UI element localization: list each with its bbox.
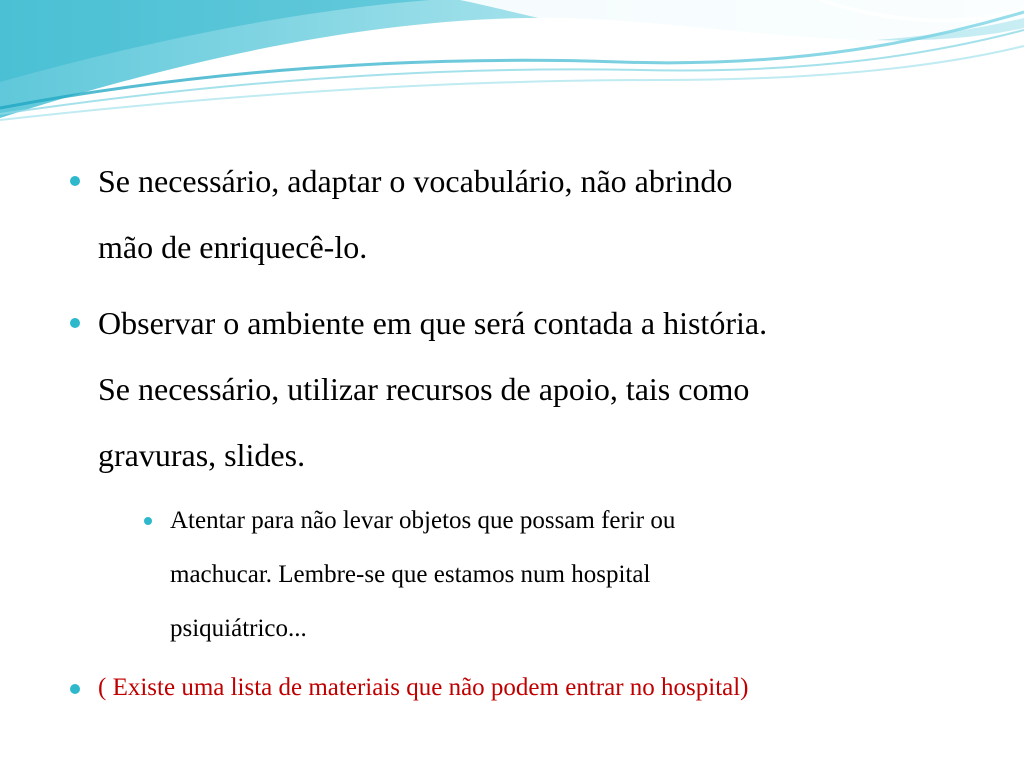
bullet-dot-icon <box>70 684 80 694</box>
bullet-dot-icon <box>144 517 152 525</box>
bullet-text-line: machucar. Lembre-se que estamos num hospital <box>170 561 651 588</box>
bullet-text-line: Atentar para não levar objetos que possam ferir ou <box>170 507 676 534</box>
bullet-text-line: mão de enriquecê-lo. <box>98 229 368 265</box>
bullet-dot-icon <box>70 176 80 186</box>
bullet-text-line: Observar o ambiente em que será contada a história. <box>98 305 768 341</box>
bullet-text-line: gravuras, slides. <box>98 437 306 473</box>
bullet-text-line-note: ( Existe uma lista de materiais que não podem entrar no hospital) <box>98 674 749 701</box>
bullet-dot-icon <box>70 318 80 328</box>
bullet-text-line: psiquiátrico... <box>170 615 307 642</box>
bullet-text-line: Se necessário, adaptar o vocabulário, não abrindo <box>98 163 733 199</box>
bullet-text-line: Se necessário, utilizar recursos de apoio, tais como <box>98 371 750 407</box>
